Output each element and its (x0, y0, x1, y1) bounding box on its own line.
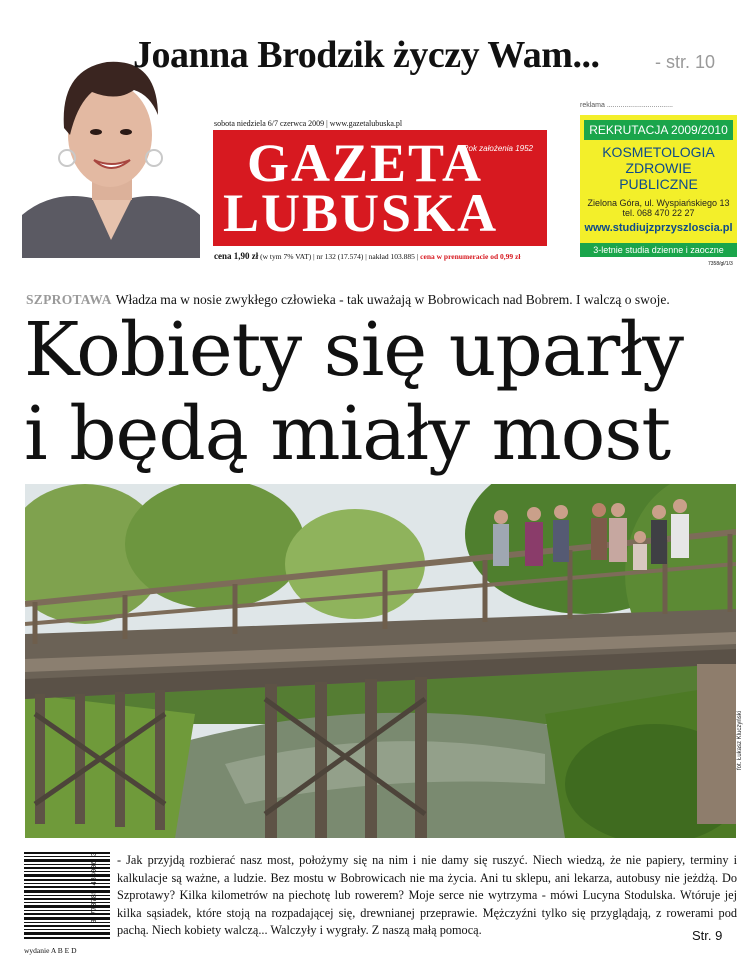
subscription-price: cena w prenumeracie od 0,99 zł (420, 252, 521, 261)
dateline: sobota niedziela 6/7 czerwca 2009 | www.gazetalubuska.pl (214, 119, 403, 128)
headline-line-1: Kobiety się uparły (24, 307, 684, 393)
ad-code: 7358/gl/1/3 (708, 261, 733, 267)
article-page-reference[interactable]: Str. 9 (692, 928, 723, 943)
ad-phone: tel. 068 470 22 27 (622, 208, 695, 218)
ad-line-kosmetologia: KOSMETOLOGIA (602, 144, 715, 160)
teaser-page-reference: - str. 10 (655, 52, 716, 72)
masthead-word-lubuska: LUBUSKA (223, 183, 499, 243)
advertisement[interactable] (580, 115, 737, 257)
edition-line: wydanie A B E D (24, 946, 77, 955)
ad-headline: REKRUTACJA 2009/2010 (584, 120, 733, 140)
price-line (214, 251, 520, 261)
price-details: (w tym 7% VAT) | nr 132 (17.574) | nakład 103.885 | (260, 252, 419, 261)
article-body: - Jak przyjdą rozbierać nasz most, położymy się na nim i nie damy się ruszyć. Niech wiedzą, że nie papiery, terminy i kalkulacje są ważne, a ludzie. Bez mostu w Bobrowicach nie ma życia. Ani tu sklepu, ani lekarza, autobusy nie jeżdżą. Do Szprotawy? Kilka kilometrów na piechotę lub rowerem? Moje serce nie wytrzyma - mówi Lucyna Stodulska. Wtóruje jej kilka sąsiadek, które stoją na rozpadającej się, drewnianej przeprawie. Mężczyźni tylko się przyglądają, z rowerami pod pachą. Niech kobiety walczą... Walczyły i wygrały. Z naszą małą pomocą. (117, 853, 737, 937)
ad-studies: 3-letnie studia dzienne i zaoczne (580, 243, 737, 257)
kicker-region: SZPROTAWA (26, 292, 112, 307)
ad-label: reklama .................................. (580, 102, 673, 109)
photo-credit: fot. Łukasz Kluczyński (737, 710, 743, 770)
kicker (26, 292, 670, 308)
barcode-digits: 9 770785 483006 3 (91, 852, 99, 924)
price: cena 1,90 zł (214, 251, 259, 261)
ad-line-zdrowie: ZDROWIE (625, 160, 692, 176)
masthead-logo (213, 130, 547, 246)
ad-line-publiczne: PUBLICZNE (619, 176, 698, 192)
headline-line-2: i będą miały most (24, 391, 671, 477)
kicker-text: Władza ma w nosie zwykłego człowieka - tak uważają w Bobrowicach nad Bobrem. I walczą o swoje. (115, 292, 670, 307)
founded-year: Rok założenia 1952 (462, 144, 533, 153)
bridge-photo (25, 484, 736, 838)
ad-address: Zielona Góra, ul. Wyspiańskiego 13 (587, 198, 730, 208)
masthead-word-gazeta: GAZETA (247, 133, 484, 193)
teaser-headline: Joanna Brodzik życzy Wam... (133, 34, 600, 76)
ad-website[interactable]: www.studiujzprzyszloscia.pl (584, 222, 733, 234)
